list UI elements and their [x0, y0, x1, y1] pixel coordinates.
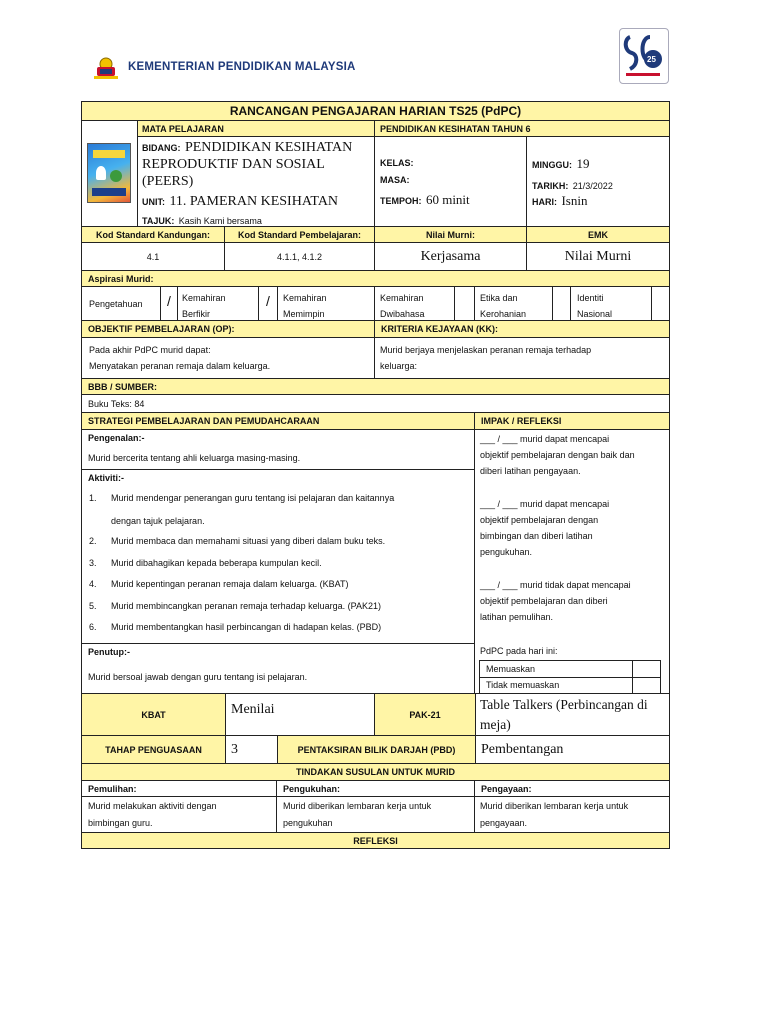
- op-cell: [81, 337, 375, 379]
- pengenalan-text: Murid bercerita tentang ahli keluarga masing-masing.: [88, 453, 301, 463]
- activity-1-text: Murid mendengar penerangan guru tentang isi pelajaran dan kaitannya: [111, 493, 395, 503]
- penutup-label: Penutup:-: [88, 647, 130, 657]
- refleksi-label-cell: REFLEKSI: [81, 832, 670, 849]
- bidang-row: [142, 139, 372, 190]
- activity-5-num: 5.: [89, 601, 97, 611]
- nilai-label-cell: Nilai Murni:: [374, 226, 527, 243]
- pemulihan-line-1: Murid melakukan aktiviti dengan: [88, 801, 217, 811]
- kbat-value-cell: Menilai: [225, 693, 375, 736]
- ministry-name: KEMENTERIAN PENDIDIKAN MALAYSIA: [128, 61, 356, 73]
- pemulihan-label-cell: Pemulihan:: [81, 780, 277, 797]
- hari-row: [532, 192, 587, 210]
- pengayaan-label-cell: Pengayaan:: [474, 780, 670, 797]
- tahap-label-cell: TAHAP PENGUASAAN: [81, 735, 226, 764]
- op-line-1: Pada akhir PdPC murid dapat:: [89, 345, 211, 355]
- ts25-logo: [619, 28, 669, 84]
- nilai-value-cell: Kerjasama: [374, 242, 527, 271]
- hari-label: HARI:: [532, 197, 557, 207]
- kk-cell: [374, 337, 670, 379]
- aspirasi-mark-2: /: [266, 293, 270, 309]
- activity-1-num: 1.: [89, 493, 97, 503]
- activity-6-num: 6.: [89, 622, 97, 632]
- bbb-value-cell: Buku Teks: 84: [81, 394, 670, 413]
- tajuk-label: TAJUK:: [142, 216, 175, 226]
- ministry-crest: [90, 55, 122, 81]
- pengukuhan-line-2: pengukuhan: [283, 818, 333, 828]
- susulan-label-cell: TINDAKAN SUSULAN UNTUK MURID: [81, 763, 670, 781]
- impak-2-line-3: bimbingan dan diberi latihan: [480, 531, 593, 541]
- pengukuhan-line-1: Murid diberikan lembaran kerja untuk: [283, 801, 432, 811]
- pengenalan-label: Pengenalan:-: [88, 433, 145, 443]
- bbb-label-cell: BBB / SUMBER:: [81, 378, 670, 395]
- sk-value-cell: 4.1: [81, 242, 225, 271]
- masa-label: MASA:: [380, 175, 410, 185]
- impak-1-line-2: objektif pembelajaran dengan baik dan: [480, 450, 635, 460]
- pengayaan-line-2: pengayaan.: [480, 818, 528, 828]
- activity-6-text: Murid membentangkan hasil perbincangan di hadapan kelas. (PBD): [111, 622, 382, 632]
- aspirasi-identiti: Identiti Nasional: [577, 293, 613, 319]
- bidang-value: PENDIDIKAN KESIHATAN REPRODUKTIF DAN SOSIAL (PEERS): [142, 140, 353, 189]
- tajuk-value: Kasih Kami bersama: [178, 216, 262, 226]
- sk-label-cell: Kod Standard Kandungan:: [81, 226, 225, 243]
- hari-value: Isnin: [561, 193, 588, 208]
- tarikh-label: TARIKH:: [532, 181, 569, 191]
- minggu-value: 19: [576, 156, 590, 171]
- pdpc-label: PdPC pada hari ini:: [480, 646, 558, 656]
- impak-2-line-2: objektif pembelajaran dengan: [480, 515, 599, 525]
- pak-value: Table Talkers (Perbincangan di meja): [480, 697, 648, 732]
- subject-label-cell: [137, 120, 375, 137]
- aspirasi-pengetahuan: Pengetahuan: [89, 299, 143, 309]
- aktiviti-label: Aktiviti:-: [88, 473, 124, 483]
- pbd-label-cell: PENTAKSIRAN BILIK DARJAH (PBD): [277, 735, 476, 764]
- aspirasi-berfikir: Kemahiran Berfikir: [182, 293, 226, 319]
- kk-label-cell: KRITERIA KEJAYAAN (KK):: [374, 320, 670, 338]
- minggu-label: MINGGU:: [532, 160, 572, 170]
- strategi-label-cell: STRATEGI PEMBELAJARAN DAN PEMUDAHCARAAN: [81, 412, 475, 430]
- sp-value-cell: 4.1.1, 4.1.2: [224, 242, 375, 271]
- activity-2-num: 2.: [89, 536, 97, 546]
- impak-3-line-3: latihan pemulihan.: [480, 612, 554, 622]
- activity-5-text: Murid membincangkan peranan remaja terhadap keluarga. (PAK21): [111, 601, 381, 611]
- impak-2-line-4: pengukuhan.: [480, 547, 533, 557]
- minggu-row: [532, 155, 589, 173]
- activity-2-text: Murid membaca dan memahami situasi yang diberi dalam buku teks.: [111, 536, 386, 546]
- pak-label-cell: PAK-21: [374, 693, 476, 736]
- tempoh-row: [380, 191, 470, 209]
- emk-value-cell: Nilai Murni: [526, 242, 670, 271]
- subject-value-cell: [374, 120, 670, 137]
- pdpc-checkbox-memuaskan[interactable]: [633, 661, 660, 676]
- kk-line-1: Murid berjaya menjelaskan peranan remaja terhadap: [380, 345, 592, 355]
- pdpc-option-memuaskan: Memuaskan: [486, 664, 536, 674]
- aspirasi-label-cell: Aspirasi Murid:: [81, 270, 670, 287]
- pemulihan-line-2: bimbingan guru.: [88, 818, 153, 828]
- impak-1-line-3: diberi latihan pengayaan.: [480, 466, 581, 476]
- tahap-value-cell: 3: [225, 735, 278, 764]
- kelas-label: KELAS:: [380, 158, 414, 168]
- aspirasi-etika: Etika dan Kerohanian: [480, 293, 527, 319]
- impak-3-line-1: ___ / ___ murid tidak dapat mencapai: [480, 580, 631, 590]
- impak-1-line-1: ___ / ___ murid dapat mencapai: [480, 434, 610, 444]
- tarikh-value: 21/3/2022: [572, 181, 613, 191]
- pdpc-option-tidak-memuaskan: Tidak memuaskan: [486, 680, 560, 690]
- activity-3-num: 3.: [89, 558, 97, 568]
- pengukuhan-label-cell: Pengukuhan:: [276, 780, 475, 797]
- sp-label-cell: Kod Standard Pembelajaran:: [224, 226, 375, 243]
- emk-label-cell: EMK: [526, 226, 670, 243]
- kk-line-2: keluarga:: [380, 361, 418, 371]
- aspirasi-memimpin: Kemahiran Memimpin: [283, 293, 327, 319]
- subject-label: MATA PELAJARAN: [142, 123, 224, 134]
- aspirasi-mark-1: /: [167, 293, 171, 309]
- activity-4-text: Murid kepentingan peranan remaja dalam keluarga. (KBAT): [111, 579, 349, 589]
- tempoh-label: TEMPOH:: [380, 196, 422, 206]
- penutup-text: Murid bersoal jawab dengan guru tentang isi pelajaran.: [88, 672, 308, 682]
- unit-row: [142, 192, 372, 210]
- pengayaan-line-1: Murid diberikan lembaran kerja untuk: [480, 801, 629, 811]
- textbook-cover-image: [87, 143, 131, 203]
- impak-3-line-2: objektif pembelajaran dan diberi: [480, 596, 608, 606]
- activity-1-cont: dengan tajuk pelajaran.: [111, 516, 205, 526]
- aspirasi-dwibahasa: Kemahiran Dwibahasa: [380, 293, 425, 319]
- pbd-value-cell: Pembentangan: [475, 735, 670, 764]
- plan-title: RANCANGAN PENGAJARAN HARIAN TS25 (PdPC): [81, 101, 670, 121]
- op-line-2: Menyatakan peranan remaja dalam keluarga.: [89, 361, 271, 371]
- impak-label-cell: IMPAK / REFLEKSI: [474, 412, 670, 430]
- op-label-cell: OBJEKTIF PEMBELAJARAN (OP):: [81, 320, 375, 338]
- unit-label: UNIT:: [142, 197, 165, 207]
- activity-3-text: Murid dibahagikan kepada beberapa kumpulan kecil.: [111, 558, 322, 568]
- unit-value: 11. PAMERAN KESIHATAN: [169, 194, 339, 209]
- pdpc-checkbox-tidak-memuaskan[interactable]: [633, 678, 660, 693]
- impak-2-line-1: ___ / ___ murid dapat mencapai: [480, 499, 610, 509]
- tempoh-value: 60 minit: [425, 192, 470, 207]
- activity-4-num: 4.: [89, 579, 97, 589]
- subject-value: PENDIDIKAN KESIHATAN TAHUN 6: [380, 123, 531, 134]
- kbat-label-cell: KBAT: [81, 693, 226, 736]
- ts25-logo-badge: 25: [647, 55, 656, 64]
- bidang-label: BIDANG:: [142, 143, 181, 153]
